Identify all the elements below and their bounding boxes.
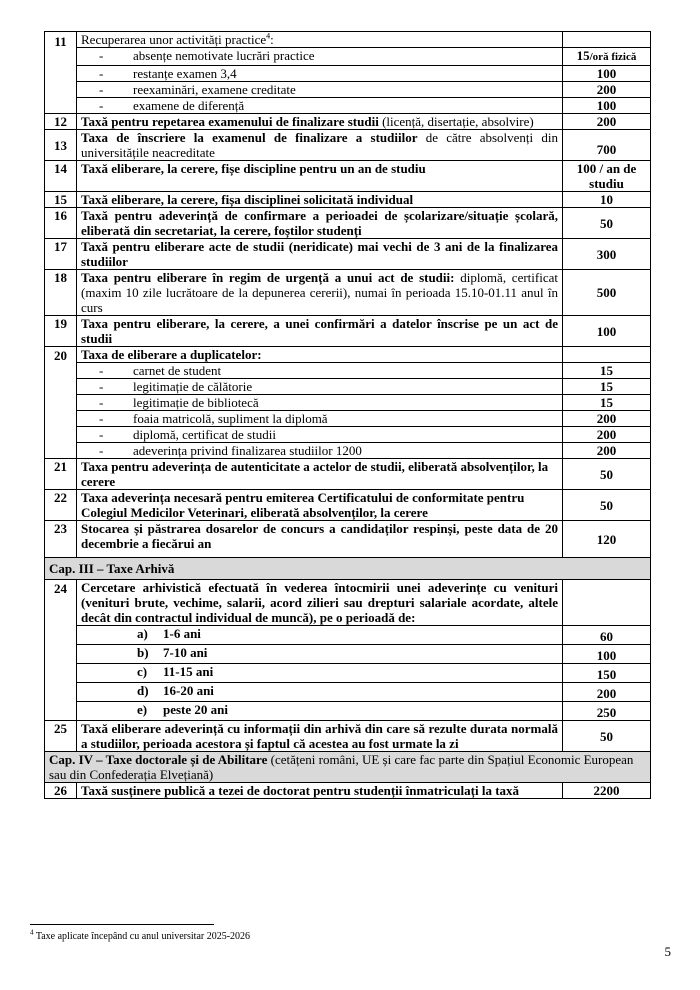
row-description: Taxă pentru eliberare acte de studii (neridicate) mai vechi de 3 ani de la finalizarea studiilor <box>77 239 563 270</box>
price-cell: 200 <box>563 82 651 98</box>
letter-marker: e) <box>137 702 148 717</box>
fee-row-22 <box>45 490 651 521</box>
fee-row-26 <box>45 783 651 799</box>
sub-item-row <box>45 645 651 664</box>
sub-item-row <box>45 411 651 427</box>
row-number: 19 <box>45 316 77 347</box>
row-number: 12 <box>45 114 77 130</box>
fee-row-13 <box>45 130 651 161</box>
chapter-title: Cap. III – Taxe Arhivă <box>45 558 651 580</box>
dash-marker: - <box>99 82 104 97</box>
footnote <box>30 928 251 942</box>
row-number: 11 <box>45 32 77 114</box>
chapter-title: Cap. IV – Taxe doctorale și de Abilitare (cetățeni români, UE și care fac parte din Spațiul Economic European sau din Confederația Elvețiană) <box>45 752 651 783</box>
price-cell <box>563 580 651 626</box>
fee-row-17 <box>45 239 651 270</box>
letter-marker: c) <box>137 664 148 679</box>
row-description: Taxă pentru repetarea examenului de finalizare studii (licență, disertație, absolvire) <box>77 114 563 130</box>
sub-item-row <box>45 48 651 66</box>
row-description: Taxa pentru adeverința de autenticitate a actelor de studii, eliberată absolvenților, la cerere <box>77 459 563 490</box>
sub-item-row <box>45 82 651 98</box>
price-cell: 50 <box>563 208 651 239</box>
sub-item-label: diplomă, certificat de studii <box>133 427 276 442</box>
price-cell: 15 <box>563 379 651 395</box>
row-description: Taxă eliberare, la cerere, fișe discipline pentru un an de studiu <box>77 161 563 192</box>
sub-item-label: 11-15 ani <box>163 664 214 679</box>
price-cell: 100 <box>563 66 651 82</box>
row-number: 24 <box>45 580 77 721</box>
dash-marker: - <box>99 363 104 378</box>
fee-row-23 <box>45 521 651 558</box>
dash-marker: - <box>99 379 104 394</box>
sub-item-label: 1-6 ani <box>163 626 201 641</box>
price-cell: 200 <box>563 427 651 443</box>
price-cell: 200 <box>563 114 651 130</box>
row-description: Taxa de eliberare a duplicatelor: <box>77 347 563 363</box>
price-cell: 100 <box>563 316 651 347</box>
sub-item-row <box>45 683 651 702</box>
sub-item-row <box>45 443 651 459</box>
row-number: 17 <box>45 239 77 270</box>
chapter-heading-row <box>45 752 651 783</box>
row-number: 20 <box>45 347 77 459</box>
footnote-mark: 4 <box>30 928 34 937</box>
dash-marker: - <box>99 411 104 426</box>
row-number: 26 <box>45 783 77 799</box>
fee-row-18 <box>45 270 651 316</box>
sub-item-label: legitimație de bibliotecă <box>133 395 259 410</box>
sub-item-label: reexaminări, examene creditate <box>133 82 296 97</box>
sub-item-label: carnet de student <box>133 363 222 378</box>
price-cell: 15 <box>563 395 651 411</box>
chapter-heading-row <box>45 558 651 580</box>
sub-item-row <box>45 427 651 443</box>
fee-row-15 <box>45 192 651 208</box>
sub-item-row <box>45 379 651 395</box>
price-cell: 500 <box>563 270 651 316</box>
row-description: Taxă susținere publică a tezei de doctorat pentru studenții înmatriculați la taxă <box>77 783 563 799</box>
sub-item-label: adeverința privind finalizarea studiilor 1200 <box>133 443 362 458</box>
footnote-separator <box>30 924 214 925</box>
price-cell: 300 <box>563 239 651 270</box>
price-cell: 15/oră fizică <box>563 48 651 66</box>
price-cell: 100 <box>563 98 651 114</box>
dash-marker: - <box>99 443 104 458</box>
letter-marker: a) <box>137 626 148 641</box>
row-description: Cercetare arhivistică efectuată în vederea întocmirii unei adeverințe cu venituri (venituri brute, vechime, salarii, acord zilieri sau drepturi salariale acordate, altele decât din contractul individual de muncă), pe o perioadă de: <box>77 580 563 626</box>
price-cell <box>563 32 651 48</box>
price-cell: 200 <box>563 443 651 459</box>
price-cell: 60 <box>563 626 651 645</box>
fee-row-19 <box>45 316 651 347</box>
sub-item-row <box>45 98 651 114</box>
row-description: Taxă eliberare, la cerere, fișa disciplinei solicitată individual <box>77 192 563 208</box>
dash-marker: - <box>99 48 104 63</box>
price-cell: 120 <box>563 521 651 558</box>
row-description: Taxa de înscriere la examenul de finalizare a studiilor de către absolvenți din universitățile neacreditate <box>77 130 563 161</box>
fee-row-12 <box>45 114 651 130</box>
fee-row-20 <box>45 347 651 363</box>
fee-row-11 <box>45 32 651 48</box>
row-description: Taxa pentru eliberare în regim de urgență a unui act de studii: diplomă, certificat (maxim 10 zile lucrătoare de la depunerea cererii), numai în perioada 15.10-01.11 anul în curs <box>77 270 563 316</box>
price-cell: 15 <box>563 363 651 379</box>
price-cell: 50 <box>563 490 651 521</box>
price-cell: 2200 <box>563 783 651 799</box>
row-number: 15 <box>45 192 77 208</box>
price-cell: 100 <box>563 645 651 664</box>
footnote-text: Taxe aplicate începând cu anul universitar 2025-2026 <box>33 931 251 942</box>
sub-item-row <box>45 363 651 379</box>
price-cell: 50 <box>563 459 651 490</box>
row-description: Taxă pentru adeverință de confirmare a perioadei de școlarizare/situație școlară, eliberată din secretariat, la cerere, foștilor studenți <box>77 208 563 239</box>
page-number: 5 <box>664 944 671 959</box>
dash-marker: - <box>99 98 104 113</box>
row-number: 22 <box>45 490 77 521</box>
sub-item-label: legitimație de călătorie <box>133 379 253 394</box>
dash-marker: - <box>99 66 104 81</box>
price-cell: 200 <box>563 411 651 427</box>
row-description: Recuperarea unor activități practice$^4$: <box>77 32 563 48</box>
price-cell: 250 <box>563 702 651 721</box>
row-number: 21 <box>45 459 77 490</box>
fee-row-24 <box>45 580 651 626</box>
sub-item-label: foaia matricolă, supliment la diplomă <box>133 411 328 426</box>
fee-row-21 <box>45 459 651 490</box>
sub-item-label: 7-10 ani <box>163 645 208 660</box>
price-cell: 100 / an de studiu <box>563 161 651 192</box>
row-description: Taxa pentru eliberare, la cerere, a unei confirmări a datelor înscrise pe un act de studii <box>77 316 563 347</box>
sub-item-row <box>45 702 651 721</box>
row-number: 23 <box>45 521 77 558</box>
price-cell: 200 <box>563 683 651 702</box>
fee-row-16 <box>45 208 651 239</box>
sub-item-label: peste 20 ani <box>163 702 228 717</box>
sub-item-row <box>45 626 651 645</box>
sub-item-row <box>45 66 651 82</box>
sub-item-label: 16-20 ani <box>163 683 214 698</box>
fee-table <box>44 31 651 799</box>
dash-marker: - <box>99 427 104 442</box>
letter-marker: b) <box>137 645 149 660</box>
row-number: 13 <box>45 130 77 161</box>
sub-item-row <box>45 664 651 683</box>
footnote-ref: 4 <box>266 31 271 41</box>
price-cell: 10 <box>563 192 651 208</box>
sub-item-label: examene de diferență <box>133 98 245 113</box>
price-cell: 50 <box>563 721 651 752</box>
price-cell: 150 <box>563 664 651 683</box>
row-number: 16 <box>45 208 77 239</box>
row-description: Stocarea și păstrarea dosarelor de concurs a candidaților respinși, peste data de 20 decembrie a fiecărui an <box>77 521 563 558</box>
sub-item-label: restanțe examen 3,4 <box>133 66 237 81</box>
row-number: 25 <box>45 721 77 752</box>
price-cell <box>563 347 651 363</box>
sub-item-label: absențe nemotivate lucrări practice <box>133 48 315 63</box>
fee-row-25 <box>45 721 651 752</box>
row-description: Taxa adeverința necesară pentru emiterea Certificatului de conformitate pentru Colegiul Medicilor Veterinari, eliberată absolvenților, la cerere <box>77 490 563 521</box>
sub-item-row <box>45 395 651 411</box>
letter-marker: d) <box>137 683 149 698</box>
price-cell: 700 <box>563 130 651 161</box>
fee-row-14 <box>45 161 651 192</box>
row-number: 14 <box>45 161 77 192</box>
row-number: 18 <box>45 270 77 316</box>
row-description: Taxă eliberare adeverință cu informații din arhivă din care să rezulte durata normală a studiilor, perioada acestora și faptul că acestea au fost urmate la zi <box>77 721 563 752</box>
dash-marker: - <box>99 395 104 410</box>
